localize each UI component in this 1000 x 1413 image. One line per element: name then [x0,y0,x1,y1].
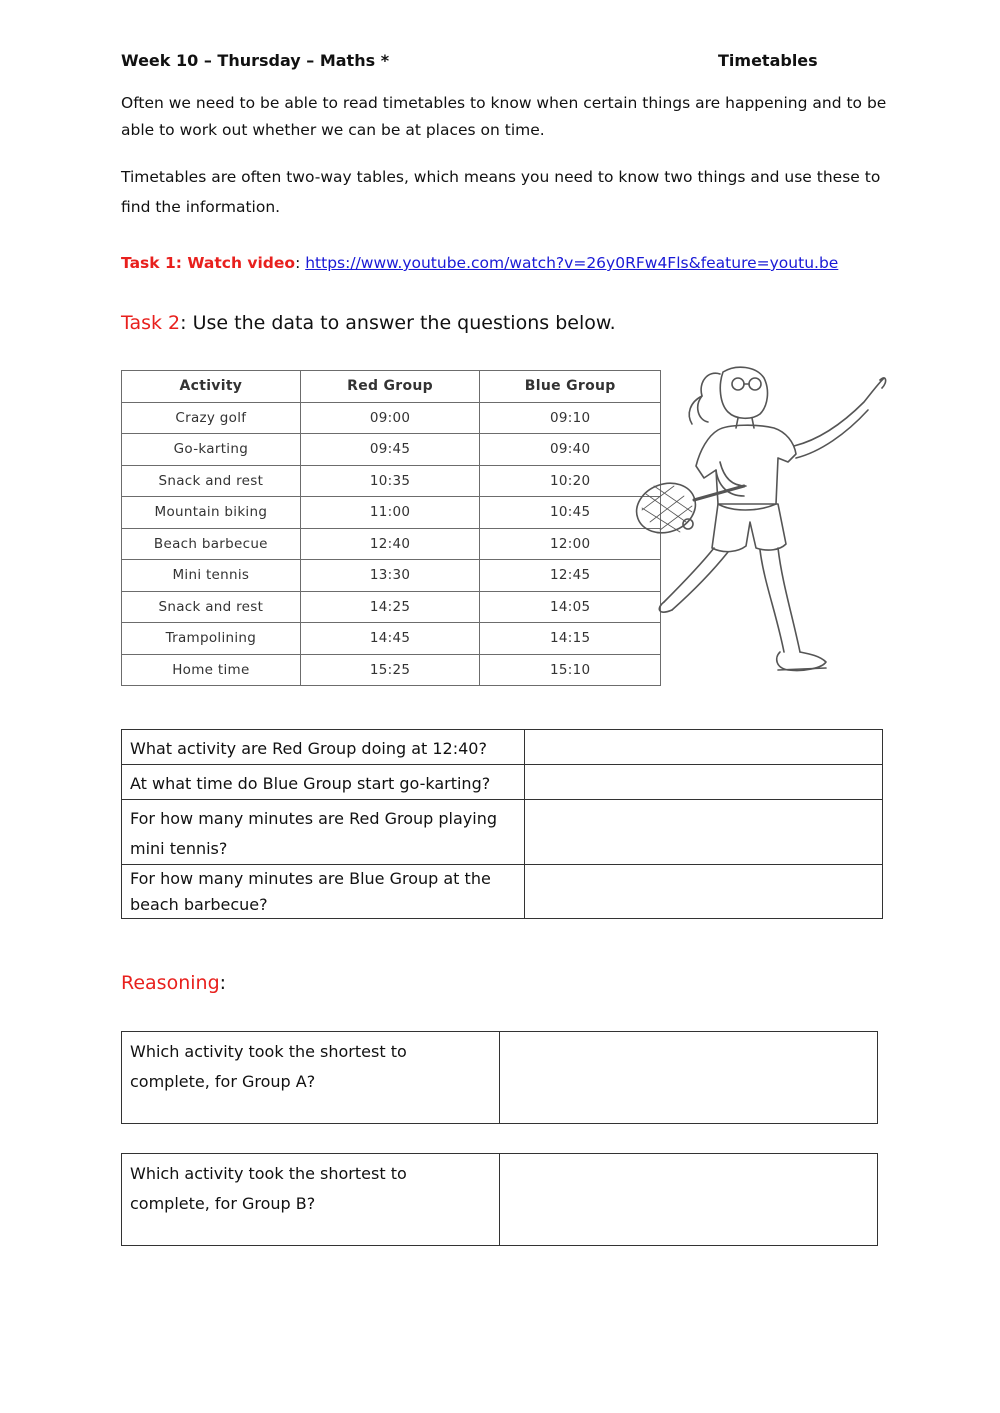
timetable-header-row [122,371,661,403]
activity-cell: Mini tennis [122,560,301,592]
blue-time-cell: 09:40 [480,434,661,466]
answer-cell[interactable] [525,730,883,765]
reasoning-question-b: Which activity took the shortest to complete, for Group B? [122,1154,500,1246]
reasoning-label: Reasoning [121,972,220,994]
reasoning-row [122,1032,878,1124]
blue-time-cell: 14:15 [480,623,661,655]
answer-cell[interactable] [525,800,883,865]
answer-cell[interactable] [525,865,883,919]
red-time-cell: 15:25 [300,654,480,686]
task2-label: Task 2 [121,312,181,334]
blue-time-cell: 15:10 [480,654,661,686]
reasoning-colon: : [219,972,227,994]
task2-text: : Use the data to answer the questions below. [180,312,616,334]
reasoning-answer-b[interactable] [500,1154,878,1246]
activity-cell: Snack and rest [122,465,301,497]
reasoning-answer-a[interactable] [500,1032,878,1124]
table-row [122,654,661,686]
question-row [122,765,883,800]
red-time-cell: 14:45 [300,623,480,655]
intro-paragraph-2: Timetables are often two-way tables, which means you need to know two things and use these to find the information. [121,168,881,216]
table-row [122,402,661,434]
question-cell: At what time do Blue Group start go-karting? [122,765,525,800]
answer-cell[interactable] [525,765,883,800]
red-time-cell: 09:45 [300,434,480,466]
tennis-player-illustration [628,362,890,692]
table-row [122,560,661,592]
red-time-cell: 13:30 [300,560,480,592]
activity-cell: Mountain biking [122,497,301,529]
table-row [122,623,661,655]
page-title: Week 10 – Thursday – Maths * [121,51,390,70]
task1-line [121,254,838,272]
blue-time-cell: 14:05 [480,591,661,623]
activity-cell: Crazy golf [122,402,301,434]
intro-paragraph-1: Often we need to be able to read timetables to know when certain things are happening and to be able to work out whether we can be at places on time. [121,94,887,139]
question-row [122,800,883,865]
blue-time-cell: 12:00 [480,528,661,560]
task1-colon: : [295,254,301,272]
red-time-cell: 10:35 [300,465,480,497]
table-row [122,497,661,529]
blue-time-cell: 12:45 [480,560,661,592]
question-cell: For how many minutes are Red Group playing mini tennis? [122,800,525,865]
timetable [121,370,661,686]
header-red-group: Red Group [300,371,480,403]
question-row [122,730,883,765]
topic-title: Timetables [718,51,818,70]
reasoning-heading [121,972,226,994]
red-time-cell: 14:25 [300,591,480,623]
header-activity: Activity [122,371,301,403]
reasoning-row [122,1154,878,1246]
activity-cell: Go-karting [122,434,301,466]
question-row [122,865,883,919]
blue-time-cell: 10:20 [480,465,661,497]
red-time-cell: 12:40 [300,528,480,560]
activity-cell: Trampolining [122,623,301,655]
video-link[interactable]: https://www.youtube.com/watch?v=26y0RFw4Fls&feature=youtu.be [305,254,839,272]
question-cell: For how many minutes are Blue Group at the beach barbecue? [122,865,525,919]
reasoning-table-b [121,1153,878,1246]
task1-label: Task 1: Watch video [121,254,296,272]
table-row [122,465,661,497]
reasoning-table-a [121,1031,878,1124]
table-row [122,528,661,560]
task2-line [121,312,616,334]
table-row [122,591,661,623]
activity-cell: Home time [122,654,301,686]
blue-time-cell: 09:10 [480,402,661,434]
header-blue-group: Blue Group [480,371,661,403]
questions-table [121,729,883,919]
red-time-cell: 09:00 [300,402,480,434]
question-cell: What activity are Red Group doing at 12:40? [122,730,525,765]
activity-cell: Snack and rest [122,591,301,623]
table-row [122,434,661,466]
activity-cell: Beach barbecue [122,528,301,560]
red-time-cell: 11:00 [300,497,480,529]
reasoning-question-a: Which activity took the shortest to complete, for Group A? [122,1032,500,1124]
blue-time-cell: 10:45 [480,497,661,529]
